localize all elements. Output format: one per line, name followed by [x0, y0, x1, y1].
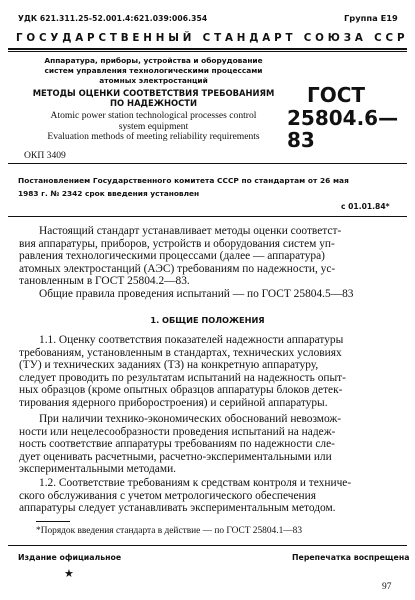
section-1-1-paragraph-2 [19, 413, 403, 476]
text-line: ности или нецелесообразности проведения испытаний на надеж- [19, 425, 336, 438]
footer-rule [8, 545, 407, 546]
text-line: тановленным в ГОСТ 25804.2—83. [19, 275, 190, 287]
gost-number: 25804.6—83 [287, 106, 399, 152]
gost-label: ГОСТ [307, 83, 366, 107]
section-1-1-paragraph [19, 334, 403, 409]
footnote: *Порядок введения стандарта в действие — по ГОСТ 25804.1—83 [36, 526, 303, 536]
text-line: вия аппаратуры, приборов, устройств и оборудования систем уп- [19, 237, 335, 250]
text-line: 1.2. Соответствие требованиям к средствам контроля и техниче- [39, 477, 352, 489]
text-line: следует проводить по результатам испытаний на надежность опыт- [19, 371, 346, 384]
text-line: атомных электростанций (АЭС) требованиям по надежности, ус- [19, 262, 336, 275]
text-line: дует оценивать расчетными, расчетно-экспериментальными или [19, 450, 332, 463]
udk-code: УДК 621.311.25-52.001.4:621.039:006.354 [18, 14, 208, 23]
subject-line: атомных электростанций [99, 76, 208, 85]
star-icon: ★ [64, 567, 74, 580]
effective-date: с 01.01.84* [341, 202, 390, 211]
text-line: требованиям, установленным в стандартах, технических условиях [19, 346, 342, 359]
text-line: 1.1. Оценку соответствия показателей надежности аппаратуры [39, 334, 344, 346]
okp-code: ОКП 3409 [24, 150, 66, 161]
text-line: Настоящий стандарт устанавливает методы оценки соответст- [39, 225, 342, 237]
text-line: экспериментальными методами. [19, 463, 177, 475]
english-line: system equipment [118, 120, 189, 132]
decree-rule [8, 216, 407, 217]
section-1-2-paragraph [19, 477, 403, 515]
text-line: ского обслуживания с учетом метрологического обеспечения [19, 489, 316, 502]
text-line: При наличии технико-экономических обоснований невозмож- [39, 413, 342, 425]
english-line: Evaluation methods of meeting reliability requirements [47, 131, 260, 142]
methods-line: МЕТОДЫ ОЦЕНКИ СООТВЕТСТВИЯ ТРЕБОВАНИЯМ [32, 88, 275, 98]
text-line: ность соответствие аппаратуры требованиям по надежности сле- [19, 438, 335, 450]
subject-line: систем управления технологическими процессами [44, 66, 263, 75]
section-heading: 1. ОБЩИЕ ПОЛОЖЕНИЯ [150, 315, 265, 325]
text-line: равления технологическими процессами (далее — аппаратура) [19, 250, 325, 262]
decree-line-2: 1983 г. № 2342 срок введения установлен [18, 189, 200, 198]
methods-title [26, 88, 281, 108]
official-edition: Издание официальное [18, 553, 122, 562]
text-line: тирования ядерного приборостроения) и серийной аппаратуры. [19, 396, 328, 409]
top-rule [8, 48, 407, 50]
english-title [26, 111, 281, 143]
text-line: аппаратуры следует устанавливать экспериментальным методом. [19, 502, 336, 514]
text-line: Общие правила проведения испытаний — по ГОСТ 25804.5—83 [39, 287, 354, 300]
reprint-prohibited: Перепечатка воспрещена [292, 553, 410, 562]
top-rule-thin [8, 51, 407, 52]
standard-title: ГОСУДАРСТВЕННЫЙ СТАНДАРТ СОЮЗА ССР [16, 32, 409, 44]
text-line: (ТУ) и технических заданиях (ТЗ) на конкретную аппаратуру, [19, 359, 319, 371]
methods-line: ПО НАДЕЖНОСТИ [110, 98, 197, 108]
subject-line: Аппаратура, приборы, устройства и оборудование [44, 56, 263, 65]
page-number: 97 [382, 582, 392, 592]
intro-paragraph [19, 225, 403, 300]
english-line: Atomic power station technological processes control [50, 110, 257, 121]
okp-rule [8, 163, 407, 164]
subject-title [26, 56, 281, 86]
text-line: ных образцов (кроме опытных образцов аппаратуры блоков детек- [19, 384, 343, 396]
decree-line-1: Постановлением Государственного комитета СССР по стандартам от 26 мая [18, 176, 349, 185]
footnote-rule [36, 521, 70, 522]
group-code: Группа Е19 [344, 13, 398, 23]
